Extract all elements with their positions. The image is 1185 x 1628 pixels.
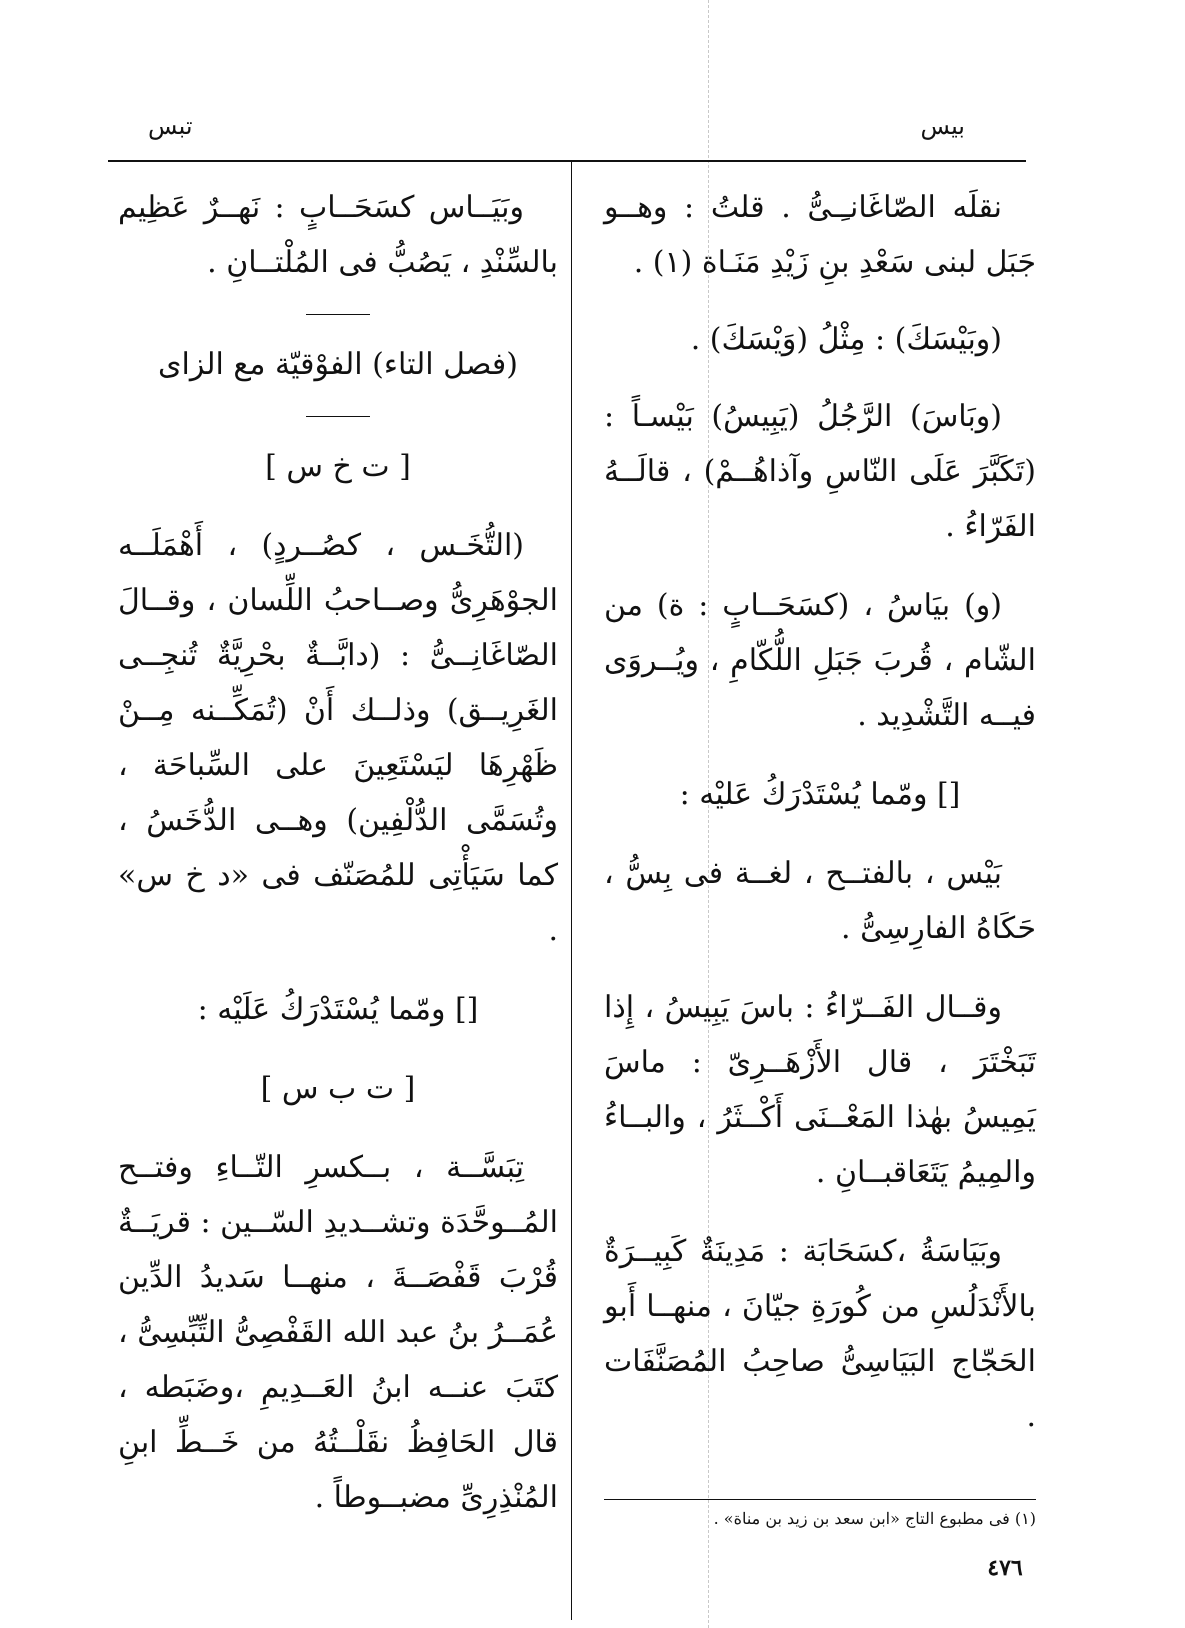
footnote-rule: [604, 1499, 1036, 1500]
paragraph: (التُّخَـس ، كصُــردٍ) ، أَهْمَلَــه الجوْهَرِىُّ وصــاحبُ اللِّسان ، وقــالَ الصّاغَانِــىُّ : (دابَّــةٌ بحْرِيَّةٌ تُنجِــى الغَرِيــق) وذلــك أَنْ (تُمَكِّــنه مِــنْ ظَهْرِهَا ليَسْتَعِينَ على السِّباحَة ، وتُسَمَّى الدُّلْفِين) وهــى الدُّخَسُ ، كما سَيَأْتِى للمُصَنّف فى «د خ س» .: [118, 528, 558, 948]
paragraph: وقــال الفَــرّاءُ : باسَ يَبِيسُ ، إِذا تَبَخْتَرَ ، قال الأَزْهَــرِىّ : ماسَ يَمِيسُ بهٰذا المَعْــنَى أَكْــثَرُ ، والبــاءُ والمِيمُ يَتَعَاقبــانِ .: [604, 990, 1036, 1190]
footnote: (١) فى مطبوع التاج «ابن سعد بن زيد بن مناة» .: [713, 1509, 1036, 1528]
right-column: [604, 180, 1036, 1468]
paragraph: (وبَيْسَكَ) : مِثْلُ (وَيْسَكَ) .: [690, 322, 1002, 357]
paragraph: نقلَه الصّاغَانـِـىُّ . قلتُ : وهــو جَبَل لبنى سَعْدِ بنِ زَيْدِ مَنَـاة (١) .: [604, 190, 1036, 280]
page-number: ٤٧٦: [987, 1555, 1023, 1581]
addendum-note: [] ومّما يُسْتَدْرَكُ عَلَيْه :: [197, 992, 479, 1027]
section-heading: (فصل التاء) الفوْقيّة مع الزاى: [158, 347, 518, 382]
left-column: [118, 180, 558, 1549]
paragraph: (و) بيَاسُ ، (كسَحَــابٍ : ة) من الشّام ، قُربَ جَبَلِ اللُّكّامِ ، ويُــروَى فيــه التَّشْدِيد .: [604, 588, 1036, 733]
paragraph: وبَيَــاس كسَحَــابٍ : نَهــرٌ عَظِيم بالسِّنْدِ ، يَصُبُّ فى المُلْتــانِ .: [118, 190, 558, 280]
root-heading: [ ت خ س ]: [265, 449, 411, 484]
column-divider: [571, 162, 572, 1620]
paragraph: وبَيَاسَةُ ،كسَحَابَة : مَدِينَةٌ كَبِيــرَةٌ بالأَنْدَلُسِ من كُورَةِ جيّانَ ، منهــا أَبو الحَجّاج البَيَاسِىُّ صاحِبُ المُصَنَّفَات .: [604, 1234, 1036, 1434]
separator-rule: [306, 416, 370, 417]
running-head-left: تبس: [148, 112, 193, 140]
addendum-note: [] ومّما يُسْتَدْرَكُ عَليْه :: [679, 777, 961, 812]
paragraph: بَيْس ، بالفتــح ، لغــة فى بِسُّ ، حَكَاهُ الفارِسِىُّ .: [604, 856, 1036, 946]
separator-rule: [306, 314, 370, 315]
header-rule: [108, 160, 1026, 162]
running-head-right: بيس: [920, 112, 965, 140]
paragraph: (وبَاسَ) الرَّجُلُ (يَبِيسُ) بَيْسـاً : (تَكَبَّرَ عَلَى النّاسِ وآذاهُــمْ) ، قالَــهُ الفَرّاءُ .: [604, 399, 1036, 544]
root-heading: [ ت ب س ]: [260, 1071, 416, 1106]
paragraph: تِبَسَّــة ، بــكسرِ التّــاءِ وفتــح المُــوحَّدَة وتشــديدِ السّــين : قريَــةٌ قُرْبَ قَفْصَــةَ ، منهــا سَديدُ الدِّين عُمَــرُ بنُ عبد الله القَفْصِىُّ التِّبِّسِىُّ ، كتَبَ عنــه ابنُ العَــدِيمِ ،وضَبَطه ، قال الحَافِظُ نقَلْــتُهُ من خَــطِّ ابنِ المُنْذِرِىِّ مضبــوطاً .: [118, 1150, 558, 1515]
